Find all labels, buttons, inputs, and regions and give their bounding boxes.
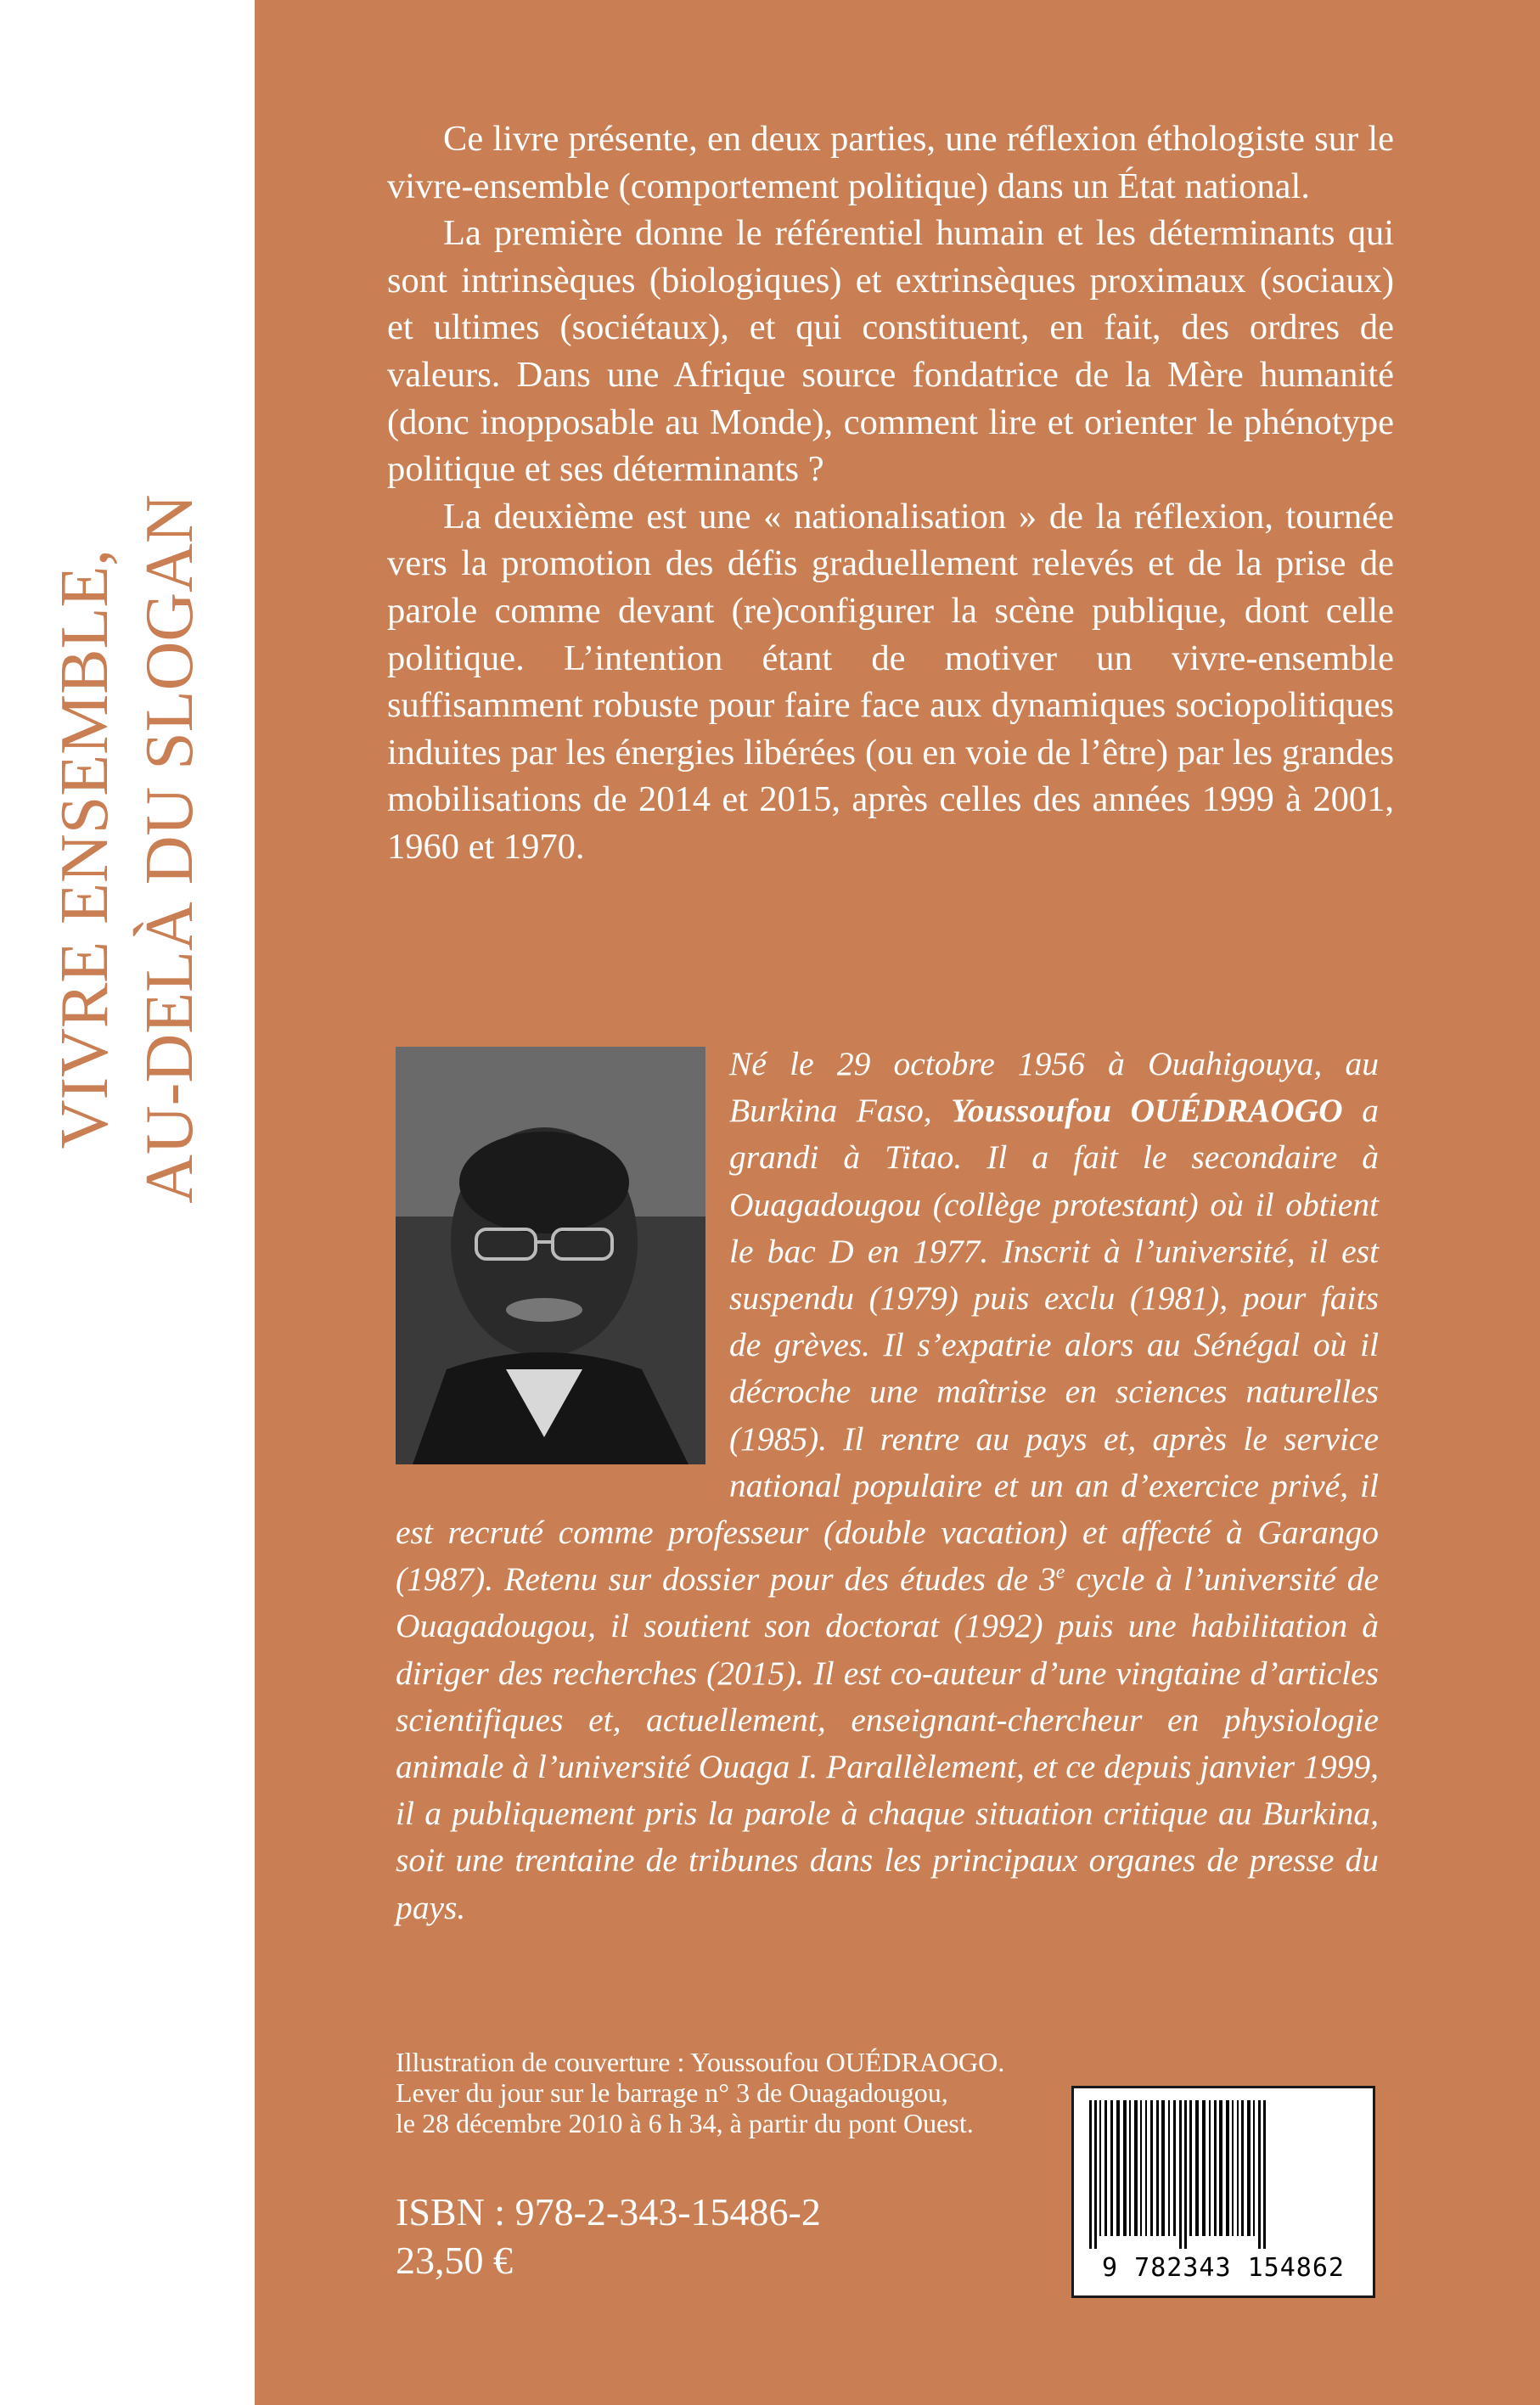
intro-paragraph-1: Ce livre présente, en deux parties, une réflexion éthologiste sur le vivre-ensemble (comportement politique) dans un État national. [387, 119, 1394, 206]
barcode-digits: 9 782343 154862 [1102, 2253, 1345, 2283]
isbn-number: ISBN : 978-2-343-15486-2 [396, 2190, 821, 2234]
intro-paragraph-2: La première donne le référentiel humain et les déterminants qui sont intrinsèques (biologiques) et extrinsèques proximaux (sociaux) et ultimes (sociétaux), et qui constituent, en fait, des ordres de valeurs. Dans une Afrique source fondatrice de la Mère humanité (donc inopposable au Monde), comment lire et orienter le phénotype politique et ses déterminants ? [387, 213, 1394, 490]
bio-text-2: a grandi à Titao. Il a fait le secondaire à Ouagadougou (collège protestant) où il obtient le bac D en 1977. Inscrit à l’université, il est suspendu (1979) puis exclu (1981), pour faits de grèves. Il s’expatrie alors au Sénégal où il décroche une maîtrise en sciences naturelles (1985). Il rentre au pays et, après le service national populaire et un an d’exercice privé, il est recruté comme professeur (double vacation) et affecté à Garango (1987). Retenu sur dossier pour des études de 3 [396, 1092, 1379, 1599]
author-name: Youssoufou OUÉDRAOGO [951, 1092, 1343, 1130]
credits-line-2: Lever du jour sur le barrage n° 3 de Ouagadougou, [396, 2077, 948, 2108]
credits-line-1: Illustration de couverture : Youssoufou OUÉDRAOGO. [396, 2047, 1005, 2077]
bio-text-3: cycle à l’université de Ouagadougou, il soutient son doctorat (1992) puis une habilitation à diriger des recherches (2015). Il est co-auteur d’une vingtaine d’articles scientifiques et, actuellement, enseignant-chercheur en physiologie animale à l’université Ouaga I. Parallèlement, et ce depuis janvier 1999, il a publiquement pris la parole à chaque situation critique au Burkina, soit une trentaine de tribunes dans les principaux organes de presse du pays. [396, 1560, 1379, 1926]
barcode [1071, 2086, 1375, 2298]
spine-title-line2: AU-DELÀ DU SLOGAN [132, 494, 207, 1204]
barcode-icon [1086, 2100, 1363, 2249]
isbn-block [396, 2188, 821, 2284]
intro-text [387, 115, 1394, 871]
intro-paragraph-3: La deuxième est une « nationalisation » de la réflexion, tournée vers la promotion des défis graduellement relevés et de la prise de parole comme devant (re)configurer la scène publique, dont celle politique. L’intention étant de motiver un vivre-ensemble suffisamment robuste pour faire face aux dynamiques sociopolitiques induites par les énergies libérées (ou en voie de l’être) par les grandes mobilisations de 2014 et 2015, après celles des années 1999 à 2001, 1960 et 1970. [387, 496, 1394, 867]
price: 23,50 € [396, 2239, 513, 2282]
bio-superscript: e [1055, 1561, 1065, 1584]
bio-text-1: Né le 29 octobre 1956 à Ouahigouya, au Burkina Faso, [729, 1045, 1379, 1130]
cover-credits [396, 2047, 1075, 2138]
author-biography [396, 1041, 1379, 1931]
photo-spacer [396, 1041, 705, 1465]
credits-line-3: le 28 décembre 2010 à 6 h 34, à partir du pont Ouest. [396, 2108, 974, 2138]
spine-title-line1: VIVRE ENSEMBLE, [48, 548, 122, 1149]
